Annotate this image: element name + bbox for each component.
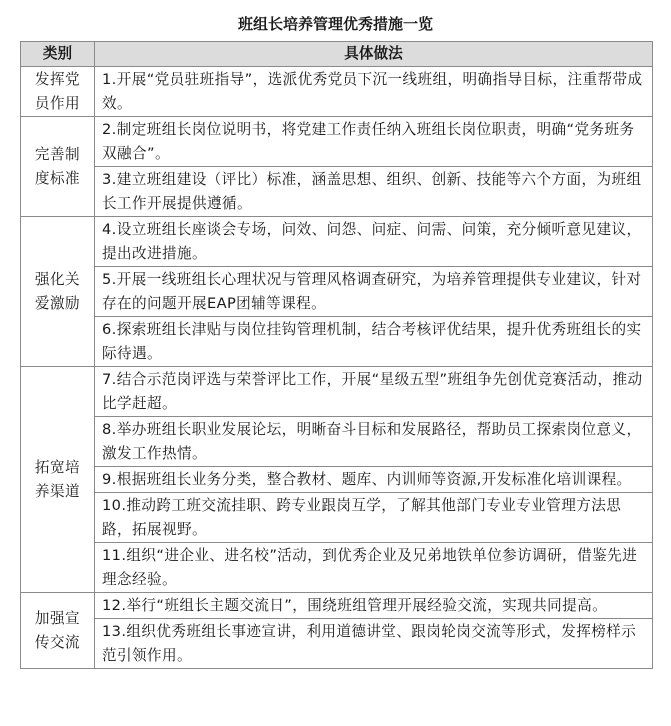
practice-cell: 13.组织优秀班组长事迹宣讲，利用道德讲堂、跟岗轮岗交流等形式，发挥榜样示范引领作用。 bbox=[95, 619, 653, 669]
table-row bbox=[21, 619, 653, 669]
table-body bbox=[21, 67, 653, 669]
category-label: 加强宣传交流 bbox=[34, 609, 81, 651]
category-label: 拓宽培养渠道 bbox=[34, 458, 81, 500]
table-row bbox=[21, 267, 653, 317]
category-cell bbox=[21, 593, 95, 669]
header-practice: 具体做法 bbox=[95, 42, 653, 67]
practice-cell: 6.探索班组长津贴与岗位挂钩管理机制，结合考核评优结果，提升优秀班组长的实际待遇。 bbox=[95, 317, 653, 367]
practice-cell: 3.建立班组建设（评比）标准，涵盖思想、组织、创新、技能等六个方面，为班组长工作开展提供遵循。 bbox=[95, 167, 653, 217]
category-cell bbox=[21, 217, 95, 367]
table-row bbox=[21, 593, 653, 619]
category-cell bbox=[21, 367, 95, 593]
table-row bbox=[21, 217, 653, 267]
practice-cell: 11.组织“进企业、进名校”活动，到优秀企业及兄弟地铁单位参访调研，借鉴先进理念经验。 bbox=[95, 543, 653, 593]
table-row bbox=[21, 167, 653, 217]
practice-cell: 10.推动跨工班交流挂职、跨专业跟岗互学，了解其他部门专业专业管理方法思路，拓展视野。 bbox=[95, 493, 653, 543]
table-title: 班组长培养管理优秀措施一览 bbox=[237, 15, 433, 33]
category-cell bbox=[21, 67, 95, 117]
category-cell bbox=[21, 117, 95, 217]
practice-cell: 2.制定班组长岗位说明书，将党建工作责任纳入班组长岗位职责，明确“党务班务双融合”。 bbox=[95, 117, 653, 167]
practice-cell: 8.举办班组长职业发展论坛，明晰奋斗目标和发展路径，帮助员工探索岗位意义，激发工作热情。 bbox=[95, 417, 653, 467]
category-label: 发挥党员作用 bbox=[34, 70, 81, 112]
table-row bbox=[21, 417, 653, 467]
practice-cell: 12.举行“班组长主题交流日”，围绕班组管理开展经验交流，实现共同提高。 bbox=[95, 593, 653, 619]
practice-cell: 5.开展一线班组长心理状况与管理风格调查研究，为培养管理提供专业建议，针对存在的问题开展EAP团辅等课程。 bbox=[95, 267, 653, 317]
table-row bbox=[21, 317, 653, 367]
table-row bbox=[21, 493, 653, 543]
table-row bbox=[21, 117, 653, 167]
header-row bbox=[21, 42, 653, 67]
table-row bbox=[21, 67, 653, 117]
table-row bbox=[21, 543, 653, 593]
table-row bbox=[21, 367, 653, 417]
category-label: 强化关爱激励 bbox=[34, 270, 81, 312]
practice-cell: 7.结合示范岗评选与荣誉评比工作，开展“星级五型”班组争先创优竞赛活动，推动比学赶超。 bbox=[95, 367, 653, 417]
practice-cell: 4.设立班组长座谈会专场，问效、问怨、问症、问需、问策，充分倾听意见建议，提出改进措施。 bbox=[95, 217, 653, 267]
table-row bbox=[21, 467, 653, 493]
measures-table bbox=[20, 41, 653, 669]
practice-cell: 9.根据班组长业务分类，整合教材、题库、内训师等资源,开发标准化培训课程。 bbox=[95, 467, 653, 493]
header-category: 类别 bbox=[21, 42, 95, 67]
category-label: 完善制度标准 bbox=[34, 145, 81, 187]
practice-cell: 1.开展“党员驻班指导”，选派优秀党员下沉一线班组，明确指导目标，注重帮带成效。 bbox=[95, 67, 653, 117]
